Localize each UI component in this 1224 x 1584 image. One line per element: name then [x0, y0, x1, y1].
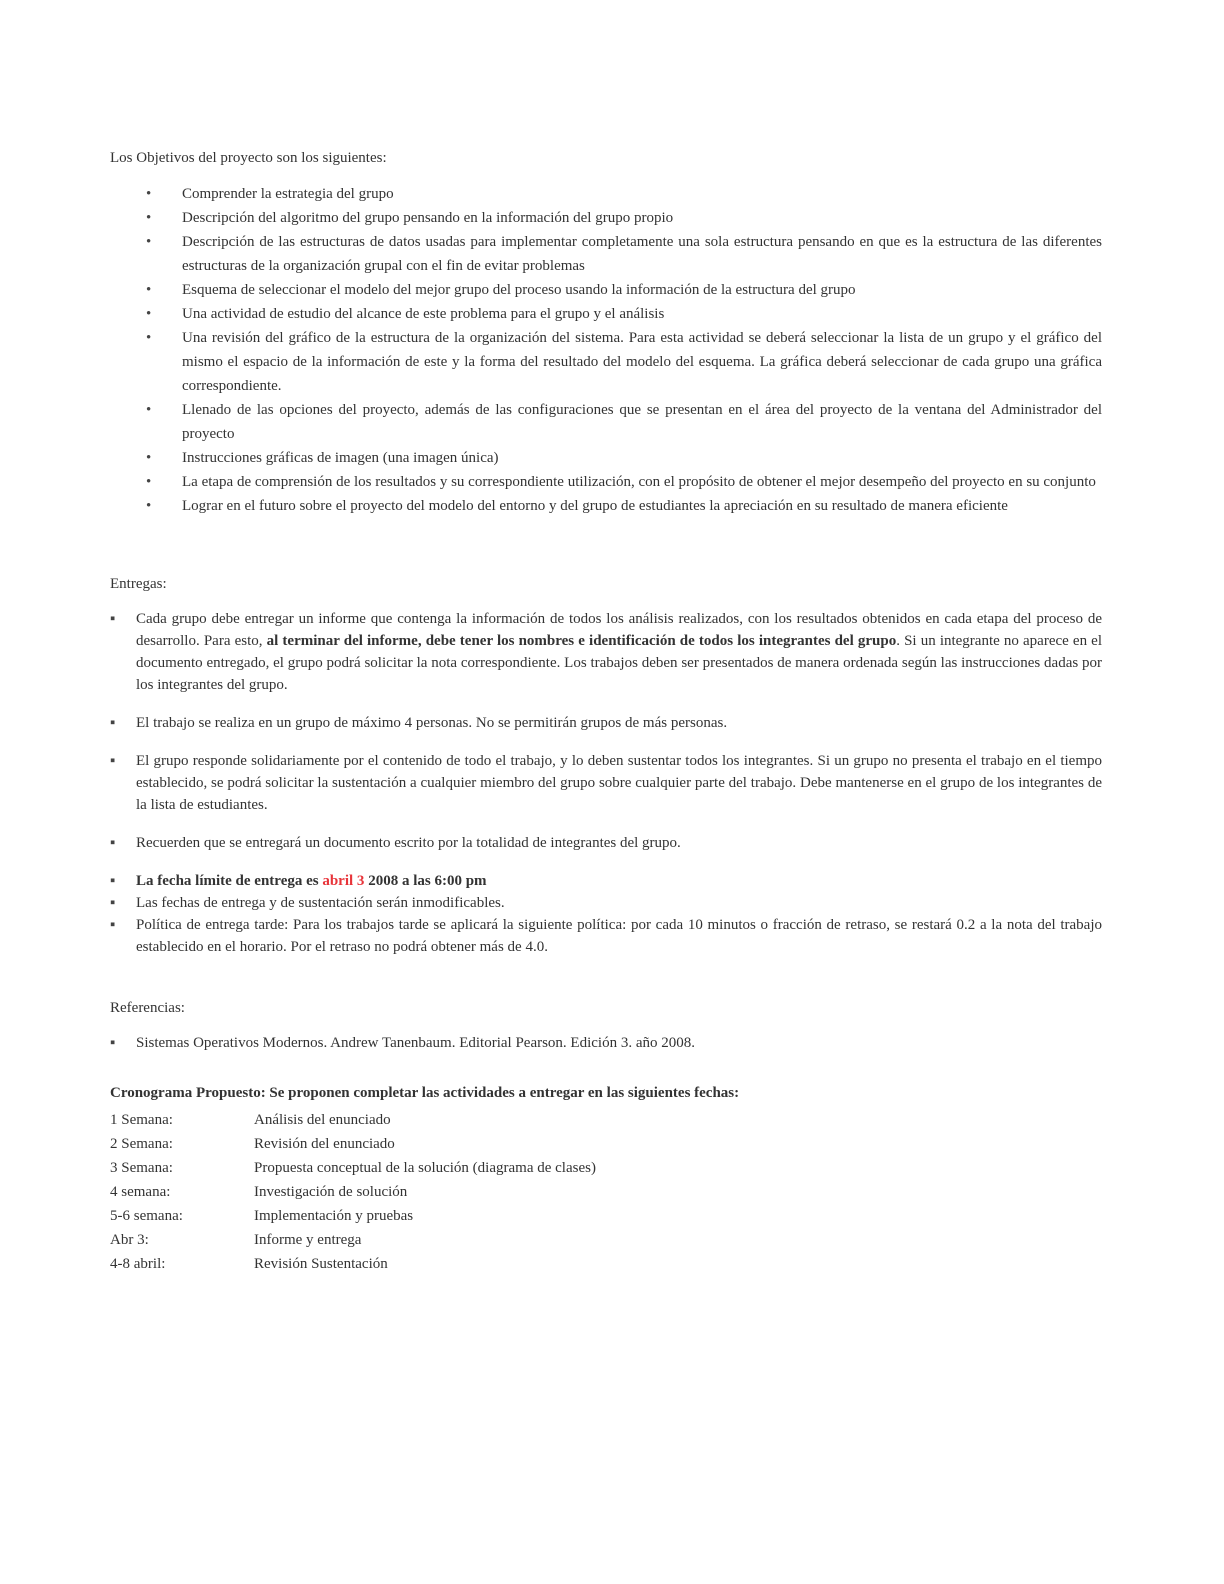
- deliverable-bold-text: al terminar del informe, debe tener los nombres e identificación de todos los integrantes del grupo: [266, 633, 897, 649]
- deliverables-list: [110, 608, 1102, 958]
- schedule-when: 4 semana:: [110, 1184, 171, 1200]
- references-title: Referencias:: [110, 1000, 185, 1016]
- objective-item: • Comprender la estrategia del grupo: [110, 182, 1102, 206]
- objective-item: • Descripción del algoritmo del grupo pensando en la información del grupo propio: [110, 206, 1102, 230]
- schedule-what: Informe y entrega: [254, 1232, 362, 1248]
- schedule-what: Investigación de solución: [254, 1184, 408, 1200]
- schedule-when: 5-6 semana:: [110, 1208, 183, 1224]
- deliverable-text: Cada grupo debe entregar un informe que contenga la información de todos los análisis realizados, con los resultados obtenidos en cada etapa del proceso de desarrollo. Para esto,: [136, 611, 1102, 649]
- schedule-row: [110, 1180, 596, 1204]
- schedule-when: 3 Semana:: [110, 1160, 173, 1176]
- schedule-what: Implementación y pruebas: [254, 1208, 414, 1224]
- deadline-time: 2008 a las 6:00 pm: [364, 873, 487, 889]
- schedule-when: 1 Semana:: [110, 1112, 173, 1128]
- objectives-list: [110, 182, 1102, 518]
- schedule-row: [110, 1228, 596, 1252]
- deliverable-text: Las fechas de entrega y de sustentación serán inmodificables.: [136, 895, 505, 911]
- deliverable-item: [110, 832, 1102, 854]
- schedule-what: Propuesta conceptual de la solución (diagrama de clases): [254, 1160, 596, 1176]
- objective-item: • Descripción de las estructuras de datos usadas para implementar completamente una sola estructura pensando en que es la estructura de las diferentes estructuras de la organización grupal con el fin de evitar problemas: [110, 230, 1102, 278]
- objective-item: • Instrucciones gráficas de imagen (una imagen única): [110, 446, 1102, 470]
- schedule-row: [110, 1252, 596, 1276]
- deliverable-text: El grupo responde solidariamente por el contenido de todo el trabajo, y lo deben sustentar todos los integrantes. Si un grupo no presenta el trabajo en el tiempo establecido, se podrá solicitar la sustentación a cualquier miembro del grupo sobre cualquier parte del trabajo. Debe mantenerse en el grupo de los integrantes de la lista de estudiantes.: [136, 753, 1102, 813]
- deliverable-text-cont: . Si un integrante no aparece en el documento entregado, el grupo podrá solicitar la nota correspondiente. Los trabajos deben ser presentados de manera ordenada según las instrucciones dadas por los integrantes del grupo.: [136, 633, 1103, 693]
- objective-item: • Lograr en el futuro sobre el proyecto del modelo del entorno y del grupo de estudiantes la apreciación en su resultado de manera eficiente: [110, 494, 1102, 518]
- references-list: [110, 1032, 1102, 1054]
- objectives-lead: Los Objetivos del proyecto son los siguientes:: [110, 150, 387, 166]
- objective-item: • La etapa de comprensión de los resultados y su correspondiente utilización, con el propósito de obtener el mejor desempeño del proyecto en su conjunto: [110, 470, 1102, 494]
- schedule-what: Revisión del enunciado: [254, 1136, 395, 1152]
- schedule-what: Revisión Sustentación: [254, 1256, 388, 1272]
- deadline-date: abril 3: [322, 873, 365, 889]
- objective-item: • Llenado de las opciones del proyecto, además de las configuraciones que se presentan en el área del proyecto de la ventana del Administrador del proyecto: [110, 398, 1102, 446]
- schedule-when: 4-8 abril:: [110, 1256, 166, 1272]
- schedule-when: 2 Semana:: [110, 1136, 173, 1152]
- objective-item: • Una revisión del gráfico de la estructura de la organización del sistema. Para esta actividad se deberá seleccionar la lista de un grupo y el gráfico del mismo el espacio de la información de este y la forma del resultado del modelo del esquema. La gráfica deberá seleccionar de cada grupo una gráfica correspondiente.: [110, 326, 1102, 398]
- deliverable-item: [110, 750, 1102, 816]
- schedule-row: [110, 1204, 596, 1228]
- reference-item: ▪ Sistemas Operativos Modernos. Andrew Tanenbaum. Editorial Pearson. Edición 3. año 2008.: [110, 1032, 1102, 1054]
- deadline-item: [110, 870, 1102, 892]
- schedule-row: [110, 1132, 596, 1156]
- deliverable-item: [110, 712, 1102, 734]
- schedule-what: Análisis del enunciado: [254, 1112, 391, 1128]
- deliverable-text: El trabajo se realiza en un grupo de máximo 4 personas. No se permitirán grupos de más personas.: [136, 715, 728, 731]
- schedule-row: [110, 1156, 596, 1180]
- schedule-when: Abr 3:: [110, 1232, 149, 1248]
- deliverables-title: Entregas:: [110, 576, 167, 592]
- schedule-row: [110, 1108, 596, 1132]
- deliverable-item: [110, 914, 1102, 958]
- deliverable-item: [110, 892, 1102, 914]
- deadline-text: La fecha límite de entrega es: [136, 873, 323, 889]
- objective-item: • Esquema de seleccionar el modelo del mejor grupo del proceso usando la información de la estructura del grupo: [110, 278, 1102, 302]
- deliverable-text: Política de entrega tarde: Para los trabajos tarde se aplicará la siguiente política: por cada 10 minutos o fracción de retraso, se restará 0.2 a la nota del trabajo establecido en el horario. Por el retraso no podrá obtener más de 4.0.: [136, 917, 1102, 955]
- deliverable-item: [110, 608, 1102, 696]
- schedule-title: Cronograma Propuesto: Se proponen completar las actividades a entregar en las siguientes fechas:: [110, 1085, 740, 1101]
- objective-item: • Una actividad de estudio del alcance de este problema para el grupo y el análisis: [110, 302, 1102, 326]
- schedule-table: [110, 1108, 596, 1276]
- deliverable-text: Recuerden que se entregará un documento escrito por la totalidad de integrantes del grupo.: [136, 835, 681, 851]
